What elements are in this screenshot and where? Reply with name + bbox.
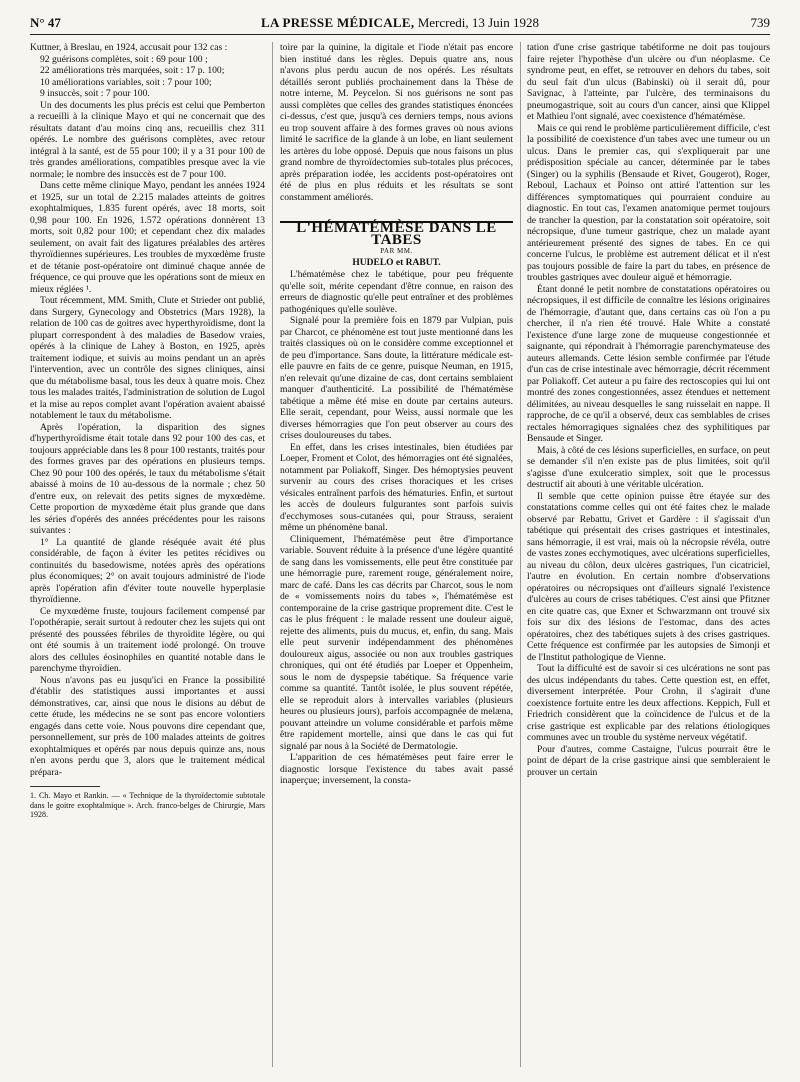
paragraph: L'hématémèse chez le tabétique, pour peu fréquente qu'elle soit, mérite cependant d'être connue, en raison des erreurs de diagnostic qu'elle peut entraîner et des problèmes pathogéniques qu'elle soulève. (280, 269, 513, 315)
paragraph: Mais, à côté de ces lésions superficielles, en surface, on peut se demander s'il n'en existe pas de plus limitées, soit qu'il s'agisse d'une exulceratio simplex, soit que le processus destructif ait abouti à une véritable ulcération. (527, 444, 770, 490)
paragraph: Kuttner, à Breslau, en 1924, accusait pour 132 cas : (30, 42, 228, 53)
paragraph: Dans cette même clinique Mayo, pendant les années 1924 et 1925, sur un total de 2.215 malades atteints de goitres exophtalmiques, 1.835 furent opérés, avec 18 morts, soit 0,98 pour 100. En 1926, 1.572 opérations donnèrent 13 morts, soit 0,82 pour 100; et cependant chez dix malades seulement, on avait fait des ligatures préalables des artères thyroïdiennes supérieures. Les troubles de myxœdème fruste et de tétanie post-opératoire ont diminué chaque année de fréquence, ce qui prouve que les opérations sont de mieux en mieux réglées ¹. (30, 180, 265, 295)
article-title: L'HÉMATÉMÈSE DANS LE TABES (296, 220, 497, 248)
column-left (30, 42, 265, 1072)
paragraph: Tout récemment, MM. Smith, Clute et Strieder ont publié, dans Surgery, Gynecology and Obstetrics (Mars 1928), la relation de 100 cas de goitres avec hyperthyroïdisme, dont la plupart correspondent à des maladies de Basedow vraies, opérés à la clinique de Lahey à Boston, en 1925, après traitement iodique, et suivis au moins pendant un an après l'intervention, avec un contrôle des signes cliniques, ainsi que du métabolisme basal, tous les deux à quatre mois. Chez tous les malades traités, l'administration de solution de Lugol et la mise au repos complet avant l'opération avaient abaissé notablement le taux du métabolisme. (30, 295, 265, 421)
footnote: 1. Ch. Mayo et Rankin. — « Technique de la thyroïdectomie subtotale dans le goitre exophtalmique ». Arch. franco-belges de Chirurgie, Mars 1928. (30, 791, 265, 819)
paragraph: 22 améliorations très marquées, soit : 17 p. 100; (40, 65, 225, 76)
paragraph: Étant donné le petit nombre de constatations opératoires ou nécropsiques, il est difficile de connaître les lésions originaires de l'hémorragie, d'autant que, dans certains cas où l'on a pu chercher, il n'a rien été trouvé. Hale White a constaté l'existence d'une large zone de muqueuse congestionnée et saignante, qui répondrait à l'hémorragie parenchymateuse des auteurs allemands. Cette lésion semble confirmée par l'étude d'un cas de crise intestinale avec hémorragie, décrit récemment par Poliakoff. Cet auteur a pu faire des rectoscopies qui lui ont montré des zones congestionnées, assez étendues et nettement délimitées, au niveau desquelles le sang ruisselait en nappe. Il rapproche, de ce qu'il a observé, deux cas semblables de crises rectales hémorragiques signalées chez des syphilitiques par Bensaude et Singer. (527, 283, 770, 444)
paragraph: Il semble que cette opinion puisse être étayée sur des constatations comme celles qui ont été faites chez le malade observé par Rebattu, Grivet et Gardère : il s'agissait d'un tabétique qui présentait des crises gastriques et intestinales, sans hémorragie, il est vrai, mais où la nécropsie révéla, outre de vastes zones ecchymotiques, avec ulcérations superficielles, au niveau du côlon, deux ulcères gastriques, l'un cicatriciel, l'autre en évolution. En certain nombre d'observations opératoires ou nécropsiques ont d'ailleurs signalé l'existence d'ulcères au cours de crises tabétiques. C'est ainsi que Pfitzner en cite quatre cas, que Exner et Schwarzmann ont trouvé six fois sur dix des lésions de l'estomac, dans des actes opératoires, chez des tabétiques sujets à des crises gastriques. Cette fréquence est confirmée par les autopsies de Simonji et de l'Institut pathologique de Vienne. (527, 490, 770, 663)
journal-masthead (30, 14, 770, 32)
journal-title: LA PRESSE MÉDICALE, (261, 15, 415, 30)
paragraph: Nous n'avons pas eu jusqu'ici en France la possibilité d'établir des statistiques aussi importantes et aussi démonstratives, car, ainsi que nous le disions au début de cette étude, les médecins ne se sont pas encore volontiers engagés dans cette voie. Nous pouvons dire cependant que, personnellement, sur près de 100 malades atteints de goitres exophtalmiques et opérés par nous depuis quinze ans, nous n'en avons perdu que 3, alors que le traitement médical prépara- (30, 674, 265, 778)
paragraph: 1° La quantité de glande réséquée avait été plus considérable, de façon à éviter les petites récidives ou continuités du basedowisme, notées après des opérations plus économiques; 2° on avait toujours administré de l'iode après l'opération afin d'éviter toute nouvelle hyperplasie thyroïdienne. (30, 536, 265, 605)
paragraph: 9 insuccès, soit : 7 pour 100. (40, 88, 150, 99)
column-divider (272, 42, 273, 1067)
issue-date: Mercredi, 13 Juin 1928 (417, 15, 539, 30)
paragraph: Signalé pour la première fois en 1879 par Vulpian, puis par Charcot, ce phénomène est tout juste mentionné dans les traités classiques où on le considère comme exceptionnel et de peu d'importance. Sans doute, la littérature médicale est-elle pauvre en faits de ce genre, puisque Neuman, en 1915, n'en relevait qu'une dizaine de cas, dont certains semblaient manquer d'authenticité. La possibilité de l'hématémèse tabétique a même été mise en doute par certains auteurs. Elle serait, cependant, pour Weiss, aussi normale que les diverses hémorragies que l'on peut observer au cours des crises douloureuses du tabes. (280, 315, 513, 441)
paragraph: Pour d'autres, comme Castaigne, l'ulcus pourrait être le point de départ de la crise gastrique ainsi que sembleraient le prouver un certain (527, 743, 770, 778)
column-divider (520, 42, 521, 1067)
paragraph: Ce myxœdème fruste, toujours facilement compensé par l'opothérapie, serait surtout à redouter chez les sujets qui ont présenté des poussées fébriles de thyroïdite légère, ou qui ont été soumis à un traitement iodé prolongé. On trouve alors des cellules éosinophiles en quantité notable dans le parenchyme thyroïdien. (30, 605, 265, 674)
paragraph: L'apparition de ces hématémèses peut faire errer le diagnostic lorsque l'existence du tabes avait passé inaperçue; inversement, la consta- (280, 752, 513, 786)
column-middle (280, 42, 513, 1072)
paragraph: toire par la quinine, la digitale et l'iode n'était pas encore bien institué dans les règles. Depuis quatre ans, nous n'avons plus perdu aucun de nos opérés. Les résultats détaillés seront publiés prochainement dans la Thèse de notre interne, M. Peycelon. Si nos guérisons ne sont pas aussi complètes que celles des grandes statistiques énoncées ci-dessus, c'est que, jusqu'à ces derniers temps, nous avions eu trop souvent affaire à des formes graves où nous avions limité le sacrifice de la glande à un lobe, en liant seulement les artères du lobe opposé. Depuis que nous faisons un plus grand nombre de thyroïdectomies sub-totales plus précoces, après préparation iodée, les accidents post-opératoires ont été de plus en plus réduits et les résultats se sont constamment améliorés. (280, 42, 513, 203)
paragraph: En effet, dans les crises intestinales, bien étudiées par Loeper, Froment et Colot, des hémorragies ont été signalées, notamment par Poliakoff, Singer. Des hémoptysies peuvent survenir au cours des crises thoraciques et les crises vésicales entraînent parfois des hématuries. Enfin, et surtout les accès de douleurs fulgurantes sont parfois suivis d'ecchymoses sous-cutanées qui, pour Strauss, seraient même un phénomène banal. (280, 441, 513, 533)
article-byline-prefix: PAR MM. (380, 247, 413, 255)
footnote-rule (30, 786, 100, 787)
column-right (527, 42, 770, 1072)
paragraph: 92 guérisons complètes, soit : 69 pour 100 ; (40, 53, 208, 65)
page-number: 739 (750, 15, 770, 30)
paragraph: tation d'une crise gastrique tabétiforme ne doit pas toujours faire rejeter l'hypothèse d'un ulcère ou d'un néoplasme. Ce syndrome peut, en effet, se retrouver en dehors du tabes, soit du seul fait d'un ulcus (Babinski) où il serait dû, pour Savignac, à l'atteinte, par l'ulcère, des terminaisons du pneumogastrique, soit au cours d'un cancer, ainsi que Klippel et Mathieu l'ont signalé, avec coexistence d'hématémèse. (527, 42, 770, 122)
paragraph: Un des documents les plus précis est celui que Pemberton a recueilli à la clinique Mayo et qui ne concernait que des résultats datant d'au moins cinq ans, recueillis chez 311 opérés. Le nombre des guérisons complètes, avec retour intégral à la santé, est de 55 pour 100; il y a 31 pour 100 de très grandes améliorations, compatibles presque avec la vie normale; le nombre des insuccès est de 7 pour 100. (30, 99, 265, 180)
issue-number: N° 47 (30, 15, 61, 30)
paragraph: Tout la difficulté est de savoir si ces ulcérations ne sont pas des ulcus indépendants du tabes. Cette question est, en effet, diversement interprétée. Pour Crohn, il s'agirait d'une coexistence fortuite entre les deux affections. Keppich, Full et Friedrich considèrent que la coïncidence de l'ulcus et de la crise gastrique est explicable par des relations étiologiques communes avec un trouble du système nerveux végétatif. (527, 663, 770, 743)
page-header (30, 14, 770, 35)
paragraph: Mais ce qui rend le problème particulièrement difficile, c'est la possibilité de coexistence d'un tabes avec une tumeur ou un ulcus. Dans le premier cas, qui s'expliquerait par une prédisposition spéciale au cancer, déterminée par le tabes (Singer) ou la syphilis (Bensaude et Rivet, Gougerot), Roger, Reboul, Lachaux et Poinso ont attiré l'attention sur les différences symptomatiques qui pourraient conduire au diagnostic. En tout cas, l'examen anatomique permet toujours de trancher la question, par la constatation soit opératoire, soit nécropsique, d'une tumeur gastrique, chez un malade ayant antérieurement présenté des signes de tabes. En ce qui concerne l'ulcus, le problème est autrement délicat et il n'est pas toujours possible de faire la part du tabes, en présence de troubles gastriques avec douleur aiguë et hémorragie. (527, 122, 770, 283)
paragraph: Après l'opération, la disparition des signes d'hyperthyroïdisme était totale dans 92 pour 100 des cas, et toujours appréciable dans les 8 pour 100 restants, traités pour des formes graves par des opérations en plusieurs temps. Chez 90 pour 100 des opérés, le taux du métabolisme s'était abaissé à moins de 10 au-dessous de la normale ; chez 50 d'entre eux, on relevait des petits signes de myxœdème. Cette proportion de myxœdème était plus grande que dans les séries d'opérés des années précédentes pour les raisons suivantes : (30, 421, 265, 536)
paragraph: 10 améliorations variables, soit : 7 pour 100; (40, 76, 212, 88)
paragraph: Cliniquement, l'hématémèse peut être d'importance variable. Souvent réduite à la présence d'une légère quantité de sang dans les vomissements, elle peut être constituée par une hémorragie pure, rarement rouge, généralement noire, marc de café. Dans les cas décrits par Charcot, sous le nom de « vomissements noirs du tabes », l'hématémèse est contemporaine de la crise gastrique proprement dite. C'est le cas le plus fréquent : le malade ressent une douleur aiguë, rejette des aliments, puis du mucus, et, enfin, du sang. Mais elle peut survenir indépendamment des phénomènes douloureux aigus, associée ou non aux troubles gastriques chroniques, qui ont été étudiés par Loeper et Oppenheim, sous le nom de dyspepsie tabétique. Sa fréquence varie comme sa quantité. Tantôt isolée, le plus souvent répétée, elle se reproduit alors à intervalles variables (plusieurs heures ou plusieurs jours), parfois accompagnée de melæna, pouvant atteindre un volume considérable et parfois même être rapidement mortelle, ainsi que dans le cas qui fut signalé par nous à la Société de Dermatologie. (280, 533, 513, 752)
article-authors: HUDELO et RABUT. (352, 257, 441, 268)
